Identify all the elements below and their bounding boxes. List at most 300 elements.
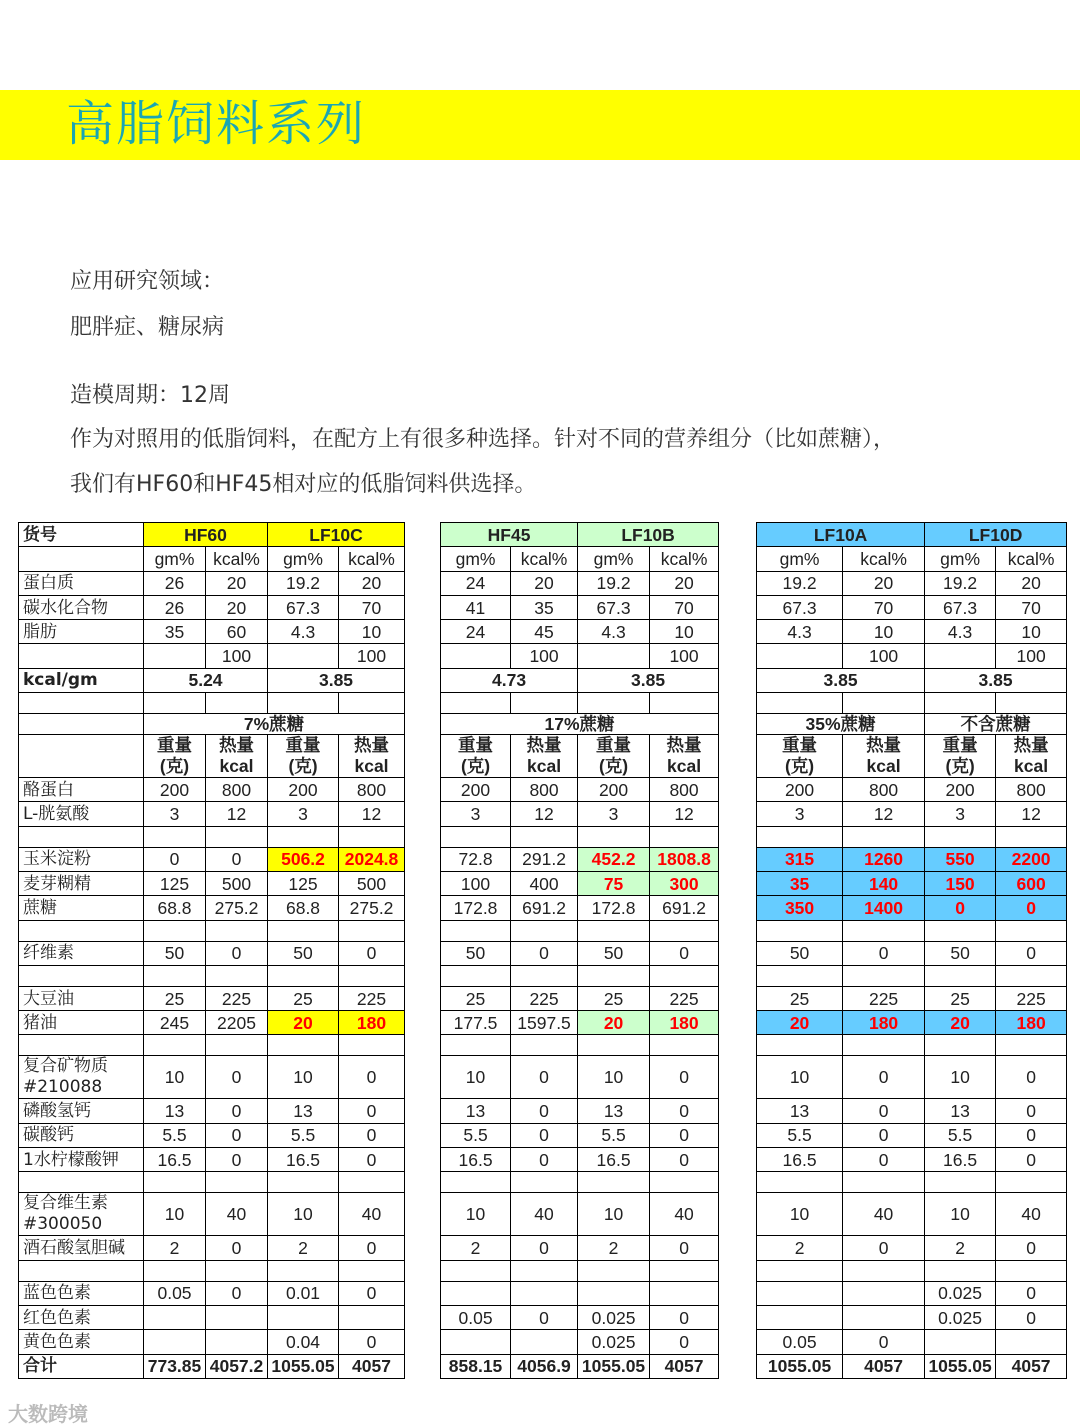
value-cell: 200 bbox=[925, 778, 996, 802]
header-line: kcal bbox=[354, 756, 389, 777]
value-cell: 400 bbox=[511, 871, 578, 895]
unit-header: gm% bbox=[268, 547, 339, 571]
header-line: kcal bbox=[866, 756, 901, 777]
value-cell: 10 bbox=[925, 1056, 996, 1099]
value-cell bbox=[339, 1305, 405, 1329]
column-gap bbox=[405, 1148, 441, 1172]
product-header-lf10c: LF10C bbox=[268, 523, 405, 547]
total-value: 4057 bbox=[843, 1354, 925, 1378]
value-cell: 0 bbox=[650, 1236, 719, 1260]
empty-cell bbox=[757, 1172, 843, 1193]
value-cell: 315 bbox=[757, 847, 843, 871]
value-cell: 0 bbox=[339, 1281, 405, 1305]
value-cell: 13 bbox=[925, 1099, 996, 1123]
value-cell: 0 bbox=[206, 941, 268, 965]
column-gap bbox=[719, 1123, 757, 1147]
empty-cell bbox=[19, 1035, 144, 1056]
empty-cell bbox=[578, 965, 650, 986]
value-cell: 5.5 bbox=[144, 1123, 206, 1147]
total-label: 合计 bbox=[19, 1354, 144, 1378]
empty-cell bbox=[339, 1260, 405, 1281]
empty-cell bbox=[650, 693, 719, 714]
empty-cell bbox=[206, 1035, 268, 1056]
empty-cell bbox=[650, 1260, 719, 1281]
value-cell: 0 bbox=[996, 1056, 1067, 1099]
empty-cell bbox=[206, 826, 268, 847]
unit-header: kcal% bbox=[339, 547, 405, 571]
empty-cell bbox=[925, 826, 996, 847]
column-gap bbox=[719, 620, 757, 644]
empty-cell bbox=[719, 1260, 757, 1281]
unit-header: gm% bbox=[441, 547, 511, 571]
empty-cell bbox=[996, 1260, 1067, 1281]
column-gap bbox=[405, 571, 441, 595]
value-cell: 180 bbox=[650, 1011, 719, 1035]
value-cell: 5.5 bbox=[757, 1123, 843, 1147]
column-gap bbox=[719, 644, 757, 668]
empty-cell bbox=[405, 1172, 441, 1193]
value-cell: 40 bbox=[339, 1193, 405, 1236]
empty-cell bbox=[206, 965, 268, 986]
empty-cell bbox=[650, 965, 719, 986]
description-line-1: 作为对照用的低脂饲料，在配方上有很多种选择。针对不同的营养组分（比如蔗糖）， bbox=[70, 427, 896, 452]
description-line-2: 我们有HF60和HF45相对应的低脂饲料供选择。 bbox=[70, 472, 537, 497]
value-cell: 0 bbox=[996, 1281, 1067, 1305]
empty-cell bbox=[996, 826, 1067, 847]
empty-cell bbox=[19, 965, 144, 986]
value-cell: 50 bbox=[268, 941, 339, 965]
empty-cell bbox=[441, 693, 511, 714]
value-cell: 2 bbox=[578, 1236, 650, 1260]
value-cell: 2205 bbox=[206, 1011, 268, 1035]
kcal-per-gram-value: 5.24 bbox=[144, 668, 268, 692]
value-cell: 225 bbox=[206, 986, 268, 1010]
column-gap bbox=[719, 523, 757, 547]
value-cell: 0.025 bbox=[925, 1305, 996, 1329]
value-cell: 0 bbox=[996, 1236, 1067, 1260]
value-cell: 0.025 bbox=[578, 1330, 650, 1354]
header-line: 重量 bbox=[782, 735, 818, 756]
value-cell bbox=[925, 1330, 996, 1354]
value-cell: 68.8 bbox=[144, 896, 206, 920]
empty-cell bbox=[925, 693, 996, 714]
empty-cell bbox=[996, 965, 1067, 986]
value-cell: 150 bbox=[925, 871, 996, 895]
value-cell: 180 bbox=[843, 1011, 925, 1035]
heat-header bbox=[843, 735, 925, 778]
product-header-lf10b: LF10B bbox=[578, 523, 719, 547]
value-cell: 4.3 bbox=[578, 620, 650, 644]
value-cell bbox=[511, 1330, 578, 1354]
value-cell: 2200 bbox=[996, 847, 1067, 871]
value-cell: 100 bbox=[206, 644, 268, 668]
value-cell: 225 bbox=[511, 986, 578, 1010]
value-cell: 45 bbox=[511, 620, 578, 644]
empty-cell bbox=[19, 826, 144, 847]
value-cell: 67.3 bbox=[578, 595, 650, 619]
row-label: 复合维生素 #300050 bbox=[19, 1193, 144, 1236]
empty-cell bbox=[405, 920, 441, 941]
value-cell bbox=[441, 644, 511, 668]
value-cell bbox=[843, 1281, 925, 1305]
table-row bbox=[19, 644, 1067, 668]
empty-cell bbox=[719, 920, 757, 941]
empty-cell bbox=[511, 693, 578, 714]
value-cell: 0 bbox=[843, 1099, 925, 1123]
value-cell: 180 bbox=[996, 1011, 1067, 1035]
table-row bbox=[19, 1148, 1067, 1172]
value-cell: 100 bbox=[441, 871, 511, 895]
value-cell: 13 bbox=[757, 1099, 843, 1123]
empty-cell bbox=[578, 920, 650, 941]
value-cell: 68.8 bbox=[268, 896, 339, 920]
value-cell: 19.2 bbox=[578, 571, 650, 595]
watermark: 大数跨境 bbox=[8, 1402, 88, 1426]
column-gap bbox=[719, 547, 757, 571]
table-row bbox=[19, 571, 1067, 595]
column-gap bbox=[405, 1236, 441, 1260]
value-cell: 200 bbox=[757, 778, 843, 802]
value-cell: 5.5 bbox=[925, 1123, 996, 1147]
total-value: 1055.05 bbox=[578, 1354, 650, 1378]
value-cell: 70 bbox=[843, 595, 925, 619]
header-line: 重量 bbox=[942, 735, 978, 756]
empty-cell bbox=[405, 1260, 441, 1281]
value-cell: 3 bbox=[925, 802, 996, 826]
empty-cell bbox=[719, 1172, 757, 1193]
value-cell: 20 bbox=[206, 571, 268, 595]
value-cell: 2 bbox=[757, 1236, 843, 1260]
row-label bbox=[19, 714, 144, 735]
table-row bbox=[19, 1330, 1067, 1354]
empty-cell bbox=[268, 920, 339, 941]
header-line: 热量 bbox=[866, 735, 902, 756]
header-line: kcal bbox=[1014, 756, 1049, 777]
value-cell: 225 bbox=[339, 986, 405, 1010]
value-cell: 10 bbox=[925, 1193, 996, 1236]
empty-cell bbox=[757, 965, 843, 986]
empty-cell bbox=[757, 693, 843, 714]
row-label: 脂肪 bbox=[19, 620, 144, 644]
value-cell: 800 bbox=[511, 778, 578, 802]
value-cell: 300 bbox=[650, 871, 719, 895]
value-cell: 691.2 bbox=[511, 896, 578, 920]
column-gap bbox=[405, 668, 441, 692]
header-line: kcal bbox=[219, 756, 254, 777]
value-cell: 0 bbox=[996, 896, 1067, 920]
table-row bbox=[19, 965, 1067, 986]
value-cell: 0 bbox=[996, 1123, 1067, 1147]
table-row bbox=[19, 920, 1067, 941]
product-header-lf10d: LF10D bbox=[925, 523, 1067, 547]
value-cell: 0 bbox=[511, 1099, 578, 1123]
empty-cell bbox=[925, 965, 996, 986]
value-cell: 16.5 bbox=[144, 1148, 206, 1172]
value-cell: 0 bbox=[206, 847, 268, 871]
column-gap bbox=[405, 1330, 441, 1354]
empty-cell bbox=[405, 693, 441, 714]
total-value: 4057 bbox=[339, 1354, 405, 1378]
value-cell: 20 bbox=[578, 1011, 650, 1035]
value-cell: 50 bbox=[144, 941, 206, 965]
total-value: 1055.05 bbox=[268, 1354, 339, 1378]
empty-cell bbox=[925, 1260, 996, 1281]
column-gap bbox=[405, 1011, 441, 1035]
table-row bbox=[19, 735, 1067, 778]
value-cell: 2 bbox=[925, 1236, 996, 1260]
empty-cell bbox=[144, 965, 206, 986]
column-gap bbox=[405, 778, 441, 802]
empty-cell bbox=[578, 693, 650, 714]
empty-cell bbox=[757, 826, 843, 847]
empty-cell bbox=[925, 1035, 996, 1056]
total-value: 4057 bbox=[996, 1354, 1067, 1378]
empty-cell bbox=[925, 920, 996, 941]
empty-cell bbox=[925, 1172, 996, 1193]
value-cell: 25 bbox=[268, 986, 339, 1010]
table-row bbox=[19, 896, 1067, 920]
row-label bbox=[19, 735, 144, 778]
column-gap bbox=[405, 547, 441, 571]
value-cell: 0 bbox=[996, 1099, 1067, 1123]
value-cell: 25 bbox=[925, 986, 996, 1010]
value-cell: 10 bbox=[996, 620, 1067, 644]
value-cell: 0 bbox=[511, 1148, 578, 1172]
value-cell: 691.2 bbox=[650, 896, 719, 920]
column-gap bbox=[405, 620, 441, 644]
empty-cell bbox=[405, 826, 441, 847]
value-cell: 125 bbox=[268, 871, 339, 895]
value-cell: 0 bbox=[650, 1099, 719, 1123]
value-cell: 75 bbox=[578, 871, 650, 895]
column-gap bbox=[405, 1281, 441, 1305]
empty-cell bbox=[650, 1172, 719, 1193]
row-label: 酪蛋白 bbox=[19, 778, 144, 802]
empty-cell bbox=[578, 826, 650, 847]
value-cell: 0 bbox=[843, 1330, 925, 1354]
weight-header bbox=[925, 735, 996, 778]
empty-cell bbox=[843, 965, 925, 986]
value-cell: 13 bbox=[268, 1099, 339, 1123]
column-gap bbox=[719, 896, 757, 920]
column-gap bbox=[719, 778, 757, 802]
value-cell bbox=[511, 1281, 578, 1305]
table-row bbox=[19, 1011, 1067, 1035]
total-value: 4057.2 bbox=[206, 1354, 268, 1378]
value-cell: 200 bbox=[578, 778, 650, 802]
row-label: 玉米淀粉 bbox=[19, 847, 144, 871]
weight-header bbox=[757, 735, 843, 778]
value-cell: 20 bbox=[511, 571, 578, 595]
column-gap bbox=[719, 1099, 757, 1123]
column-gap bbox=[405, 714, 441, 735]
value-cell: 25 bbox=[757, 986, 843, 1010]
value-cell: 20 bbox=[996, 571, 1067, 595]
value-cell: 35 bbox=[144, 620, 206, 644]
value-cell: 10 bbox=[843, 620, 925, 644]
value-cell bbox=[144, 644, 206, 668]
unit-header: gm% bbox=[925, 547, 996, 571]
table-row bbox=[19, 986, 1067, 1010]
empty-cell bbox=[441, 1260, 511, 1281]
empty-cell bbox=[206, 920, 268, 941]
empty-cell bbox=[511, 1035, 578, 1056]
weight-header bbox=[578, 735, 650, 778]
value-cell bbox=[757, 644, 843, 668]
value-cell: 225 bbox=[843, 986, 925, 1010]
table-row bbox=[19, 693, 1067, 714]
value-cell: 10 bbox=[339, 620, 405, 644]
column-gap bbox=[719, 1236, 757, 1260]
value-cell: 67.3 bbox=[268, 595, 339, 619]
table-row bbox=[19, 1123, 1067, 1147]
value-cell: 70 bbox=[650, 595, 719, 619]
empty-cell bbox=[19, 1172, 144, 1193]
value-cell bbox=[925, 644, 996, 668]
value-cell bbox=[144, 1305, 206, 1329]
value-cell: 0 bbox=[925, 896, 996, 920]
column-gap bbox=[405, 735, 441, 778]
page-title: 高脂饲料系列 bbox=[66, 96, 367, 152]
column-gap bbox=[719, 941, 757, 965]
value-cell: 10 bbox=[578, 1193, 650, 1236]
value-cell: 0 bbox=[339, 1099, 405, 1123]
value-cell: 40 bbox=[206, 1193, 268, 1236]
value-cell: 100 bbox=[511, 644, 578, 668]
row-label: 碳酸钙 bbox=[19, 1123, 144, 1147]
value-cell: 0 bbox=[511, 1305, 578, 1329]
empty-cell bbox=[578, 1172, 650, 1193]
empty-cell bbox=[578, 1035, 650, 1056]
value-cell: 20 bbox=[339, 571, 405, 595]
value-cell: 20 bbox=[925, 1011, 996, 1035]
value-cell: 1808.8 bbox=[650, 847, 719, 871]
value-cell bbox=[206, 1330, 268, 1354]
value-cell: 125 bbox=[144, 871, 206, 895]
row-label: 麦芽糊精 bbox=[19, 871, 144, 895]
empty-cell bbox=[144, 693, 206, 714]
table-row bbox=[19, 714, 1067, 735]
column-gap bbox=[719, 847, 757, 871]
column-gap bbox=[405, 1123, 441, 1147]
value-cell: 0 bbox=[339, 1123, 405, 1147]
sku-label: 货号 bbox=[19, 523, 144, 547]
table-row bbox=[19, 547, 1067, 571]
value-cell: 10 bbox=[441, 1056, 511, 1099]
value-cell: 0.025 bbox=[578, 1305, 650, 1329]
value-cell: 0 bbox=[650, 1123, 719, 1147]
table-row bbox=[19, 523, 1067, 547]
value-cell: 0 bbox=[339, 1236, 405, 1260]
table-row bbox=[19, 1099, 1067, 1123]
value-cell: 0.05 bbox=[144, 1281, 206, 1305]
value-cell: 800 bbox=[339, 778, 405, 802]
sucrose-group: 35%蔗糖 bbox=[757, 714, 925, 735]
value-cell: 100 bbox=[996, 644, 1067, 668]
empty-cell bbox=[206, 1260, 268, 1281]
value-cell: 200 bbox=[144, 778, 206, 802]
value-cell: 19.2 bbox=[925, 571, 996, 595]
value-cell: 0 bbox=[843, 1236, 925, 1260]
value-cell: 0 bbox=[996, 1305, 1067, 1329]
empty-cell bbox=[719, 1035, 757, 1056]
unit-header: kcal% bbox=[996, 547, 1067, 571]
value-cell: 225 bbox=[996, 986, 1067, 1010]
table-row bbox=[19, 1281, 1067, 1305]
value-cell bbox=[268, 1305, 339, 1329]
column-gap bbox=[405, 1056, 441, 1099]
value-cell: 2024.8 bbox=[339, 847, 405, 871]
empty-cell bbox=[144, 920, 206, 941]
row-label: 蔗糖 bbox=[19, 896, 144, 920]
value-cell: 26 bbox=[144, 571, 206, 595]
empty-cell bbox=[996, 920, 1067, 941]
empty-cell bbox=[268, 965, 339, 986]
table-row bbox=[19, 1035, 1067, 1056]
value-cell: 3 bbox=[757, 802, 843, 826]
value-cell: 0 bbox=[339, 1330, 405, 1354]
empty-cell bbox=[757, 920, 843, 941]
empty-cell bbox=[996, 1035, 1067, 1056]
total-value: 4057 bbox=[650, 1354, 719, 1378]
empty-cell bbox=[996, 693, 1067, 714]
column-gap bbox=[719, 714, 757, 735]
header-line: (克) bbox=[598, 756, 629, 777]
unit-header: gm% bbox=[757, 547, 843, 571]
heat-header bbox=[996, 735, 1067, 778]
empty-cell bbox=[843, 1035, 925, 1056]
value-cell: 70 bbox=[996, 595, 1067, 619]
column-gap bbox=[405, 986, 441, 1010]
empty-cell bbox=[206, 693, 268, 714]
value-cell: 20 bbox=[650, 571, 719, 595]
column-gap bbox=[719, 1354, 757, 1378]
column-gap bbox=[719, 1193, 757, 1236]
value-cell bbox=[441, 1281, 511, 1305]
value-cell: 10 bbox=[268, 1056, 339, 1099]
header-line: 重量 bbox=[458, 735, 494, 756]
value-cell: 291.2 bbox=[511, 847, 578, 871]
value-cell: 0 bbox=[843, 1123, 925, 1147]
column-gap bbox=[719, 735, 757, 778]
value-cell: 0.05 bbox=[757, 1330, 843, 1354]
kcal-per-gram-value: 3.85 bbox=[578, 668, 719, 692]
value-cell: 72.8 bbox=[441, 847, 511, 871]
table-row bbox=[19, 1056, 1067, 1099]
value-cell: 500 bbox=[206, 871, 268, 895]
value-cell: 500 bbox=[339, 871, 405, 895]
value-cell: 16.5 bbox=[441, 1148, 511, 1172]
value-cell: 12 bbox=[339, 802, 405, 826]
empty-cell bbox=[339, 965, 405, 986]
header-line: 热量 bbox=[219, 735, 254, 756]
diet-formula-table bbox=[18, 522, 1067, 1379]
empty-cell bbox=[719, 965, 757, 986]
weight-header bbox=[144, 735, 206, 778]
value-cell: 100 bbox=[339, 644, 405, 668]
empty-cell bbox=[268, 826, 339, 847]
column-gap bbox=[719, 1011, 757, 1035]
empty-cell bbox=[268, 1172, 339, 1193]
column-gap bbox=[405, 941, 441, 965]
empty-cell bbox=[268, 1035, 339, 1056]
header-line: 热量 bbox=[526, 735, 562, 756]
value-cell bbox=[206, 1305, 268, 1329]
header-line: (克) bbox=[159, 756, 190, 777]
product-header-hf60: HF60 bbox=[144, 523, 268, 547]
row-label: 磷酸氢钙 bbox=[19, 1099, 144, 1123]
value-cell: 10 bbox=[144, 1056, 206, 1099]
